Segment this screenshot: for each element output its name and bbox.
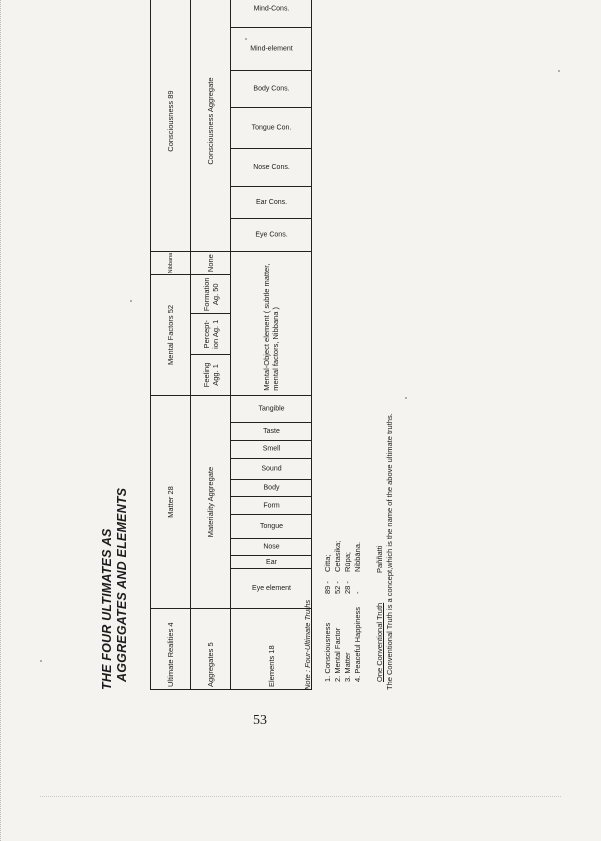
element-sound-text: Sound: [260, 465, 282, 473]
element-eye-text: Eye element: [251, 585, 291, 593]
ultimates-table: [150, 0, 312, 690]
scan-speck: [405, 397, 407, 399]
header-ultimate-realities: Ultimate Realities 4: [151, 609, 191, 690]
nibbana-label: Nibbana: [167, 252, 174, 274]
conventional-truth-heading-text: One Conventional Truth: [375, 602, 384, 682]
table-row: [151, 0, 191, 690]
title-line-2: AGGREGATES AND ELEMENTS: [115, 487, 129, 682]
note-item-count: 89 -: [323, 581, 332, 594]
elements-label: Elements 18: [231, 609, 312, 690]
page-number: 53: [253, 713, 267, 728]
note-item: [343, 551, 353, 682]
element-tongue-cons-text: Tongue Con.: [251, 124, 291, 132]
conventional-truth-pali: Paññatti: [375, 545, 384, 573]
element-body: [231, 480, 312, 497]
conventional-truth-text: The Conventional Truth is a concept,which is the name of the above ultimate truths.: [385, 413, 394, 690]
header-mental-factors: Mental Factors 52: [151, 275, 191, 396]
note-item-pali: Citta;: [323, 554, 332, 572]
note-item-count: 28 -: [343, 581, 352, 594]
mental-object-element: Mental-Object element ( subtle matter, mental factors, Nibbana ): [231, 252, 312, 396]
note-item-name: 3. Matter: [343, 652, 352, 682]
element-nose-cons: [231, 149, 312, 187]
note-item: [333, 540, 343, 682]
element-sound: [231, 459, 312, 480]
page-edge: [0, 0, 2, 841]
element-nose: [231, 538, 312, 555]
element-tongue-text: Tongue: [259, 522, 283, 530]
element-body-text: Body: [263, 484, 279, 492]
consciousness-aggregate: Consciousness Aggregate: [191, 0, 231, 252]
element-tongue-cons: [231, 108, 312, 149]
notes-heading: Note : Four-Ultimate Truths: [303, 599, 312, 690]
element-nose-cons-text: Nose Cons.: [252, 163, 290, 171]
nibbana-none: None: [191, 252, 231, 275]
table-row: [191, 0, 231, 690]
note-item: [353, 541, 363, 682]
element-taste-text: Taste: [262, 427, 280, 435]
element-eye-cons-text: Eye Cons.: [254, 231, 288, 239]
header-consciousness: Consciousness 89: [151, 0, 191, 252]
element-ear-cons-text: Ear Cons.: [255, 198, 287, 206]
element-mind-cons-text: Mind-Cons.: [253, 5, 289, 13]
element-mind-element: [231, 27, 312, 70]
note-item-count: 52 -: [333, 581, 342, 594]
aggregates-label: Aggregates 5: [191, 609, 231, 690]
element-taste: [231, 422, 312, 440]
element-body-cons: [231, 71, 312, 108]
element-ear: [231, 555, 312, 568]
table-row: [231, 0, 312, 690]
note-item-pali: Rūpa;: [343, 551, 352, 572]
element-smell-text: Smell: [262, 445, 280, 453]
page-title: [100, 390, 130, 690]
element-ear-cons: [231, 186, 312, 218]
scan-border: [40, 796, 561, 797]
element-nose-text: Nose: [262, 543, 280, 551]
element-body-cons-text: Body Cons.: [252, 85, 290, 93]
note-item: [323, 554, 333, 682]
element-tangible: [231, 395, 312, 422]
element-tongue: [231, 514, 312, 538]
element-form-text: Form: [262, 501, 280, 509]
note-item-name: 1. Consciousness: [323, 622, 332, 682]
scan-speck: [40, 660, 42, 662]
conventional-truth-heading: [375, 603, 384, 682]
scan-speck: [558, 70, 560, 72]
element-form: [231, 497, 312, 514]
note-item-count: -: [353, 591, 362, 594]
element-tangible-text: Tangible: [257, 405, 285, 413]
note-item-pali: Nibbāna.: [353, 541, 362, 572]
element-mind-element-text: Mind-element: [249, 45, 293, 53]
materiality-aggregate: Materiality Aggregate: [191, 395, 231, 609]
element-smell: [231, 440, 312, 459]
element-mind-cons: [231, 0, 312, 27]
note-item-name: 4. Peaceful Happiness: [353, 606, 362, 682]
perception-aggregate: Percept-ion Ag. 1: [191, 314, 231, 355]
header-matter: Matter 28: [151, 395, 191, 609]
rotated-page-content: [100, 0, 400, 690]
element-ear-text: Ear: [265, 558, 277, 566]
note-item-pali: Cetasika;: [333, 540, 342, 572]
formation-aggregate: Formation Ag. 50: [191, 275, 231, 314]
element-eye-cons: [231, 218, 312, 251]
feeling-aggregate: Feeling Agg. 1: [191, 355, 231, 396]
element-eye: [231, 569, 312, 609]
note-item-name: 2. Mental Factor: [333, 627, 342, 682]
header-nibbana: [151, 252, 191, 275]
title-line-1: THE FOUR ULTIMATES AS: [100, 528, 114, 690]
